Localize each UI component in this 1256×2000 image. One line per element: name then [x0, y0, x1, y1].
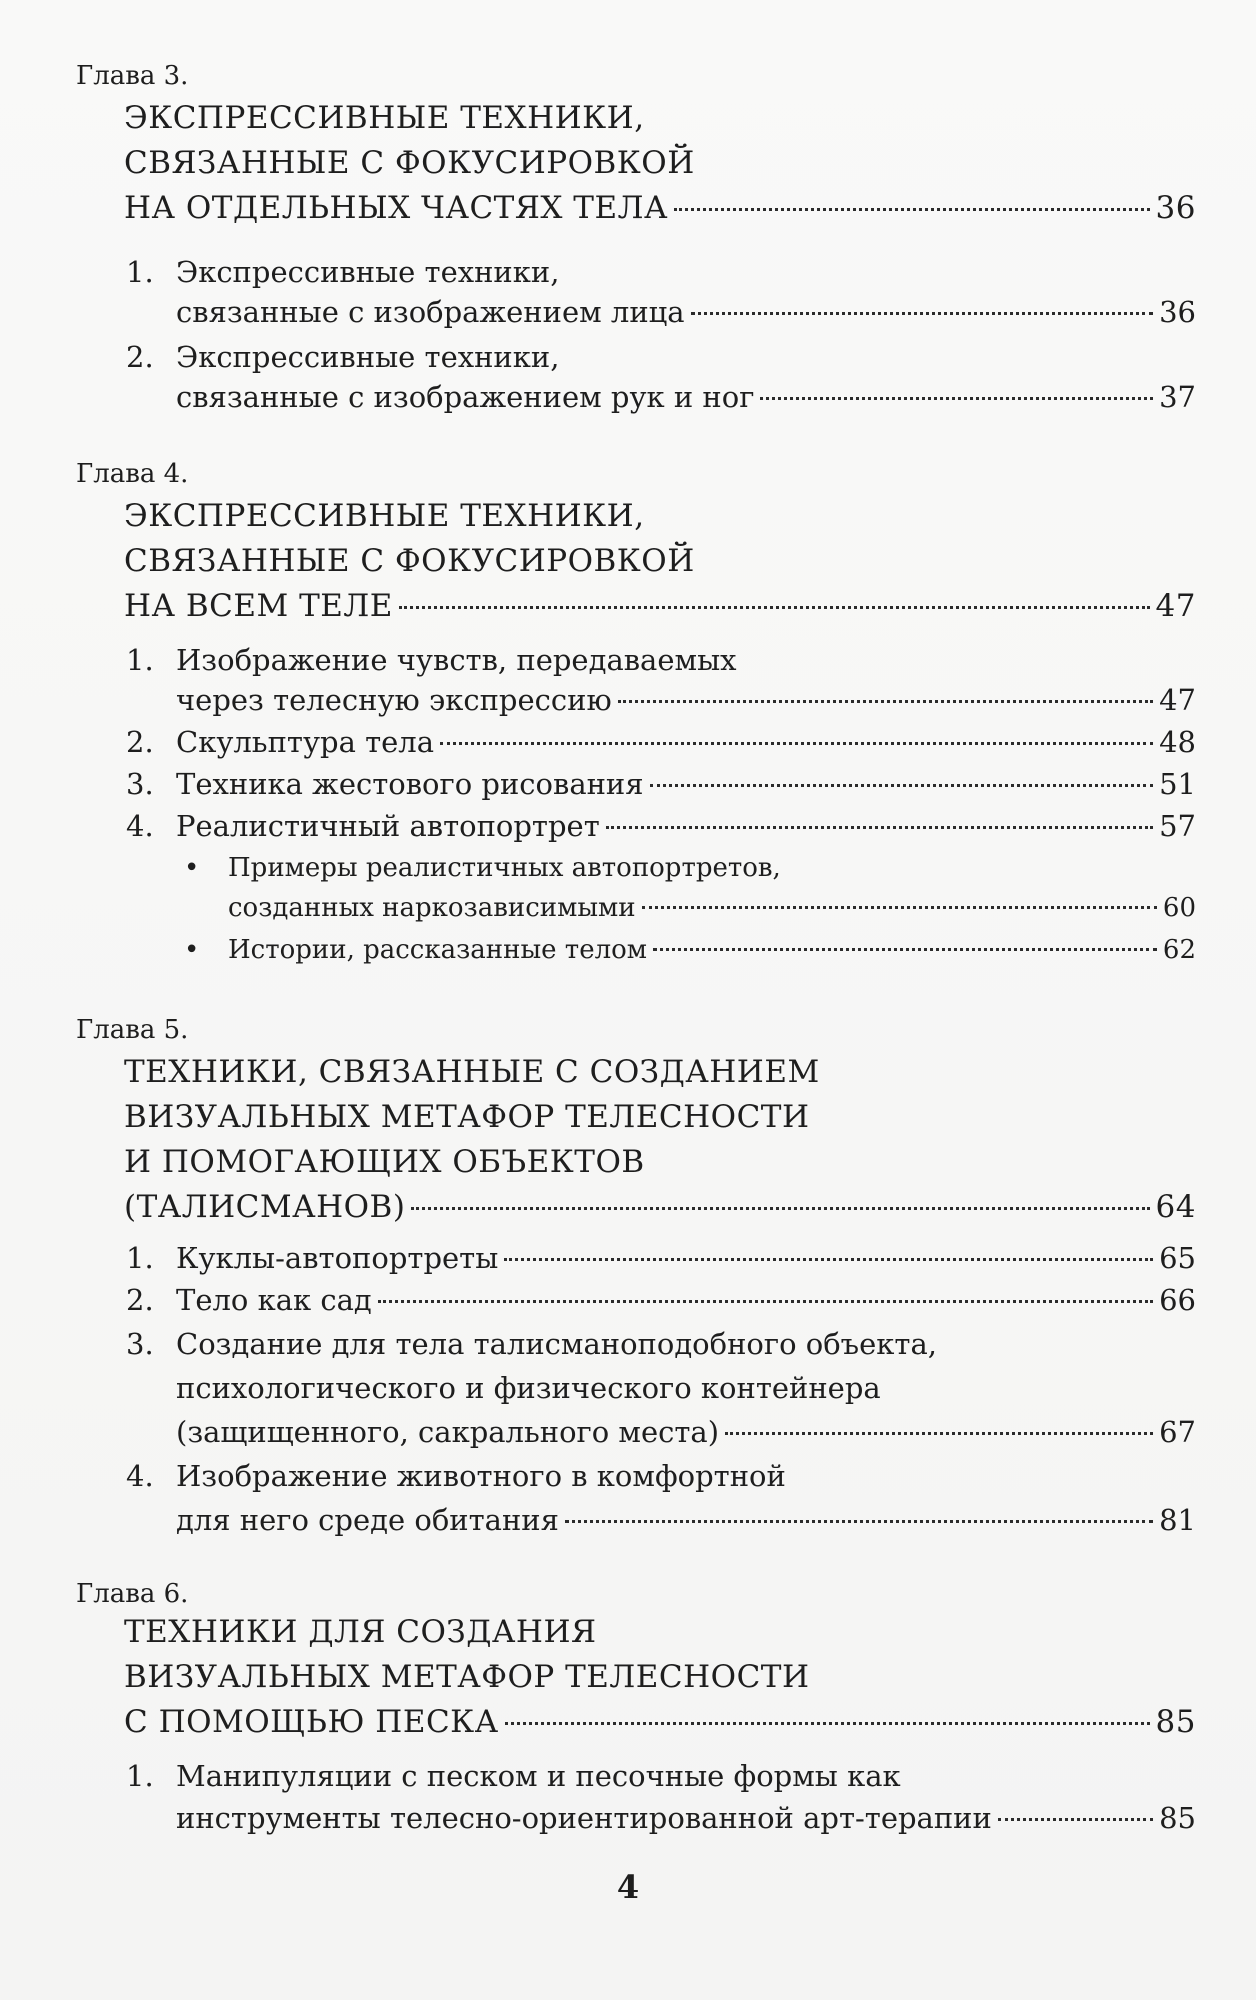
item-text: Техника жестового рисования	[176, 767, 644, 801]
page-ref: 47	[1155, 588, 1196, 624]
item-text: Создание для тела талисманоподобного объекта,	[176, 1327, 937, 1361]
item-text: связанные с изображением рук и ног	[176, 380, 755, 414]
page-ref: 57	[1159, 809, 1196, 843]
dot-leader	[998, 1818, 1153, 1821]
chapter-title-line: НА ОТДЕЛЬНЫХ ЧАСТЯХ ТЕЛА	[124, 190, 668, 226]
subitem-text: Примеры реалистичных автопортретов,	[228, 853, 781, 883]
item-number: 4.	[126, 809, 154, 843]
page-ref: 81	[1159, 1503, 1196, 1537]
chapter-label: Глава 3.	[76, 61, 189, 91]
dot-leader	[760, 397, 1153, 400]
item-number: 2.	[126, 340, 154, 374]
toc-entry	[124, 1187, 1196, 1227]
item-number: 1.	[126, 643, 154, 677]
dot-leader	[618, 700, 1153, 703]
dot-leader	[565, 1520, 1153, 1523]
toc-entry	[228, 890, 1196, 926]
toc-entry	[176, 292, 1196, 332]
dot-leader	[691, 312, 1154, 315]
item-number: 1.	[126, 1759, 154, 1793]
bullet-icon: •	[184, 935, 200, 965]
item-text: Экспрессивные техники,	[176, 340, 560, 374]
page-ref: 66	[1159, 1283, 1196, 1317]
page-ref: 51	[1159, 767, 1196, 801]
dot-leader	[725, 1432, 1153, 1435]
subitem-text: созданных наркозависимыми	[228, 893, 636, 923]
toc-entry	[176, 722, 1196, 762]
page-ref: 48	[1159, 725, 1196, 759]
page-ref: 36	[1159, 295, 1196, 329]
toc-entry	[176, 1238, 1196, 1278]
chapter-title-line: СВЯЗАННЫЕ С ФОКУСИРОВКОЙ	[124, 145, 695, 181]
item-text: Скульптура тела	[176, 725, 435, 759]
dot-leader	[411, 1207, 1149, 1210]
item-number: 1.	[126, 255, 154, 289]
chapter-title-line: ЭКСПРЕССИВНЫЕ ТЕХНИКИ,	[124, 498, 645, 534]
toc-entry	[176, 806, 1196, 846]
item-text: через телесную экспрессию	[176, 683, 612, 717]
page-ref: 37	[1159, 380, 1196, 414]
dot-leader	[440, 742, 1153, 745]
dot-leader	[378, 1300, 1153, 1303]
page-ref: 60	[1162, 893, 1196, 923]
subitem-text: Истории, рассказанные телом	[228, 935, 647, 965]
dot-leader	[653, 948, 1157, 951]
page-ref: 64	[1155, 1189, 1196, 1225]
item-number: 2.	[126, 725, 154, 759]
chapter-title-line: НА ВСЕМ ТЕЛЕ	[124, 588, 393, 624]
dot-leader	[674, 208, 1150, 211]
toc-entry	[228, 932, 1196, 968]
item-text: Изображение животного в комфортной	[176, 1459, 786, 1493]
chapter-label: Глава 4.	[76, 459, 189, 489]
toc-entry	[176, 1280, 1196, 1320]
page-ref: 62	[1162, 935, 1196, 965]
chapter-title-line: И ПОМОГАЮЩИХ ОБЪЕКТОВ	[124, 1144, 645, 1180]
page-ref: 85	[1159, 1801, 1196, 1835]
item-text: Манипуляции с песком и песочные формы как	[176, 1759, 901, 1793]
dot-leader	[505, 1722, 1150, 1725]
item-text: Экспрессивные техники,	[176, 255, 560, 289]
item-number: 3.	[126, 767, 154, 801]
toc-entry	[124, 1702, 1196, 1742]
item-text: Тело как сад	[176, 1283, 372, 1317]
page-ref: 65	[1159, 1241, 1196, 1275]
item-number: 2.	[126, 1283, 154, 1317]
chapter-title-line: (ТАЛИСМАНОВ)	[124, 1189, 406, 1225]
page-ref: 47	[1159, 683, 1196, 717]
toc-entry	[124, 586, 1196, 626]
toc-entry	[124, 188, 1196, 228]
toc-entry	[176, 764, 1196, 804]
toc-entry	[176, 1500, 1196, 1540]
item-number: 4.	[126, 1459, 154, 1493]
item-number: 3.	[126, 1327, 154, 1361]
item-text: связанные с изображением лица	[176, 295, 685, 329]
bullet-icon: •	[184, 853, 200, 883]
item-number: 1.	[126, 1241, 154, 1275]
chapter-title-line: ВИЗУАЛЬНЫХ МЕТАФОР ТЕЛЕСНОСТИ	[124, 1659, 810, 1695]
dot-leader	[504, 1258, 1153, 1261]
item-text: Изображение чувств, передаваемых	[176, 643, 737, 677]
page-number: 4	[616, 1868, 640, 1906]
page-ref: 67	[1159, 1415, 1196, 1449]
dot-leader	[606, 826, 1153, 829]
item-text: инструменты телесно-ориентированной арт-терапии	[176, 1801, 992, 1835]
dot-leader	[399, 606, 1150, 609]
item-text: (защищенного, сакрального места)	[176, 1415, 720, 1449]
chapter-title-line: СВЯЗАННЫЕ С ФОКУСИРОВКОЙ	[124, 543, 695, 579]
item-text: для него среде обитания	[176, 1503, 559, 1537]
toc-entry	[176, 1412, 1196, 1452]
page-ref: 85	[1155, 1704, 1196, 1740]
item-text: психологического и физического контейнера	[176, 1371, 881, 1405]
dot-leader	[650, 784, 1154, 787]
page-ref: 36	[1155, 190, 1196, 226]
item-text: Реалистичный автопортрет	[176, 809, 600, 843]
item-text: Куклы-автопортреты	[176, 1241, 499, 1275]
toc-entry	[176, 680, 1196, 720]
chapter-title-line: ВИЗУАЛЬНЫХ МЕТАФОР ТЕЛЕСНОСТИ	[124, 1099, 810, 1135]
chapter-title-line: ЭКСПРЕССИВНЫЕ ТЕХНИКИ,	[124, 100, 645, 136]
chapter-label: Глава 6.	[76, 1579, 189, 1609]
dot-leader	[642, 906, 1157, 909]
chapter-title-line: С ПОМОЩЬЮ ПЕСКА	[124, 1704, 499, 1740]
toc-entry	[176, 1798, 1196, 1838]
chapter-title-line: ТЕХНИКИ, СВЯЗАННЫЕ С СОЗДАНИЕМ	[124, 1054, 820, 1090]
chapter-title-line: ТЕХНИКИ ДЛЯ СОЗДАНИЯ	[124, 1614, 597, 1650]
toc-entry	[176, 377, 1196, 417]
chapter-label: Глава 5.	[76, 1015, 189, 1045]
